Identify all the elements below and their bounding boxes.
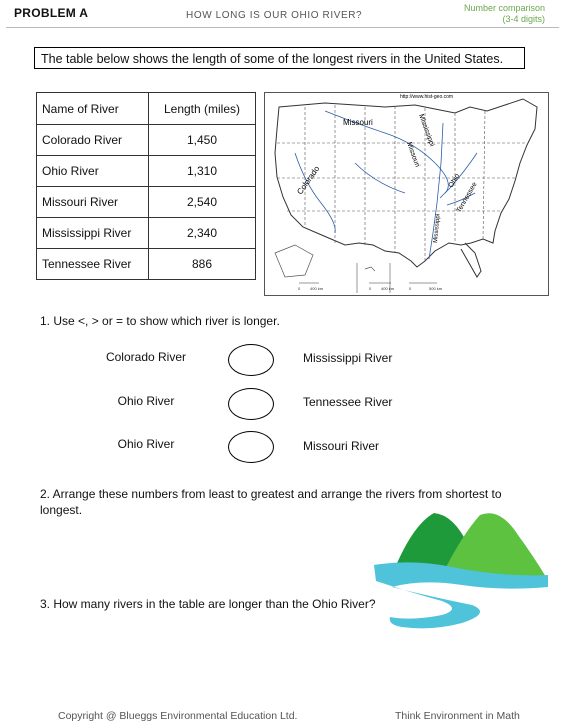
- question-1: 1. Use <, > or = to show which river is longer.: [40, 314, 280, 328]
- comparison-answer-oval[interactable]: [228, 431, 274, 463]
- column-header-name: Name of River: [37, 93, 149, 125]
- hawaii-inset: [365, 267, 375, 271]
- river-length-cell: 886: [149, 249, 256, 280]
- river-length-cell: 2,540: [149, 187, 256, 218]
- table-row: [37, 125, 256, 156]
- map-label-tennessee: Tennessee: [455, 181, 479, 214]
- problem-label: PROBLEM A: [14, 6, 89, 20]
- column-header-length: Length (miles): [149, 93, 256, 125]
- river-name-cell: Missouri River: [37, 187, 149, 218]
- hills-river-illustration: [372, 505, 552, 645]
- river-name-cell: Ohio River: [37, 156, 149, 187]
- comparison-right-label: Mississippi River: [303, 351, 393, 365]
- table-row: [37, 156, 256, 187]
- topic-line-1: Number comparison: [463, 3, 545, 13]
- comparison-answer-oval[interactable]: [228, 388, 274, 420]
- state-borders: [277, 105, 527, 261]
- river-name-cell: Tennessee River: [37, 249, 149, 280]
- comparison-answer-oval[interactable]: [228, 344, 274, 376]
- alaska-inset: [275, 245, 313, 277]
- comparison-left-label: Ohio River: [117, 437, 175, 451]
- river-length-table: [36, 92, 256, 280]
- table-row: [37, 249, 256, 280]
- page-title: HOW LONG IS OUR OHIO RIVER?: [186, 10, 363, 21]
- map-label-colorado: Colorado: [295, 164, 322, 197]
- river-name-cell: Mississippi River: [37, 218, 149, 249]
- river-length-cell: 1,450: [149, 125, 256, 156]
- comparison-right-label: Missouri River: [303, 439, 380, 453]
- scale-label: 0: [409, 286, 412, 291]
- map-label-missouri: Missouri: [343, 118, 373, 127]
- header-divider: [6, 27, 559, 28]
- table-header-row: [37, 93, 256, 125]
- topic-line-2: (3-4 digits): [502, 14, 545, 24]
- footer-tagline: Think Environment in Math: [395, 710, 520, 722]
- scale-bars: [298, 283, 443, 291]
- table-row: [37, 218, 256, 249]
- river-length-cell: 2,340: [149, 218, 256, 249]
- scale-label: 400 km: [381, 286, 395, 291]
- comparison-left-label: Ohio River: [117, 394, 175, 408]
- florida-outline: [461, 243, 481, 277]
- map-image: [265, 93, 548, 295]
- footer-copyright: Copyright @ Bluеggs Environmental Education Ltd.: [58, 710, 298, 722]
- question-3: 3. How many rivers in the table are longer than the Ohio River?: [40, 597, 376, 611]
- map-url: http://www.hist-geo.com: [400, 94, 454, 100]
- illustration-svg: [372, 505, 552, 645]
- topic-label: [464, 3, 545, 25]
- comparison-left-label: Colorado River: [105, 350, 187, 364]
- us-outline: [275, 99, 537, 267]
- river-name-cell: Colorado River: [37, 125, 149, 156]
- scale-label: 400 km: [310, 286, 324, 291]
- river-length-cell: 1,310: [149, 156, 256, 187]
- table-row: [37, 187, 256, 218]
- intro-text: The table below shows the length of some of the longest rivers in the United States.: [34, 47, 525, 69]
- question-2: 2. Arrange these numbers from least to greatest and arrange the rivers from shortest to longest.: [40, 487, 502, 517]
- us-rivers-map: [264, 92, 549, 296]
- comparison-right-label: Tennessee River: [303, 395, 393, 409]
- map-label-missouri-east: Missouri: [405, 141, 421, 169]
- scale-label: 0: [298, 286, 301, 291]
- map-label-ohio: Ohio: [447, 172, 462, 189]
- scale-label: 500 km: [429, 286, 443, 291]
- scale-label: 0: [369, 286, 372, 291]
- map-label-mississippi-south: Mississippi: [433, 213, 442, 244]
- map-label-mississippi-north: Mississippi: [417, 113, 436, 148]
